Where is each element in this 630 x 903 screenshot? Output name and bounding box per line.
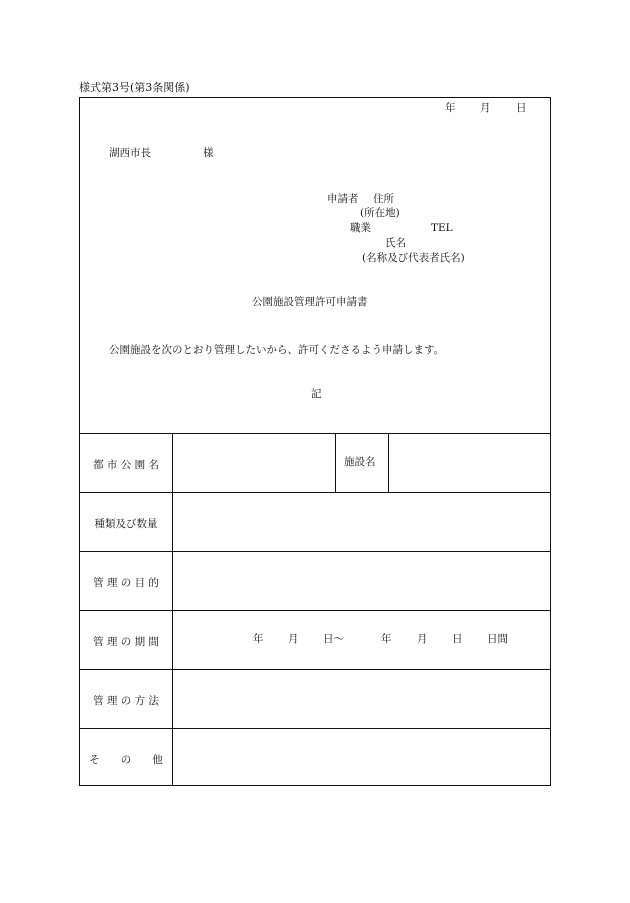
- method-field[interactable]: [173, 670, 550, 728]
- purpose-field[interactable]: [173, 552, 550, 610]
- location-label: (所在地): [360, 207, 400, 219]
- method-label: 管 理 の 方 法: [93, 695, 159, 707]
- period-days: 日間: [487, 633, 508, 645]
- applicant-label: 申請者: [327, 193, 359, 205]
- date-year-label: 年: [445, 102, 456, 114]
- period-month-start: 月: [288, 633, 299, 645]
- park-name-field[interactable]: [173, 434, 334, 492]
- period-month-end: 月: [417, 633, 428, 645]
- period-day-end: 日: [452, 633, 463, 645]
- document-title: 公園施設管理許可申請書: [252, 296, 368, 308]
- ki-heading: 記: [311, 388, 322, 400]
- application-form: [79, 97, 551, 786]
- period-label: 管 理 の 期 間: [93, 636, 159, 648]
- purpose-label: 管 理 の 目 的: [93, 577, 159, 589]
- other-field[interactable]: [173, 729, 550, 785]
- addressee-name: 湖西市長: [109, 147, 151, 159]
- type-quantity-field[interactable]: [173, 493, 550, 551]
- tel-label: TEL: [431, 222, 453, 234]
- period-field[interactable]: [173, 611, 550, 669]
- name-note: (名称及び代表者氏名): [362, 252, 465, 264]
- other-label: そ の 他: [89, 754, 163, 766]
- facility-name-field[interactable]: [389, 434, 550, 492]
- occupation-label: 職業: [350, 222, 371, 234]
- facility-name-label: 施設名: [344, 456, 376, 468]
- address-label: 住所: [373, 193, 394, 205]
- application-statement: 公園施設を次のとおり管理したいから、許可くださるよう申請します。: [109, 344, 445, 356]
- period-year-end: 年: [381, 633, 392, 645]
- addressee-honorific: 様: [203, 147, 214, 159]
- period-day-start: 日～: [323, 633, 344, 645]
- name-label: 氏名: [385, 237, 406, 249]
- form-number-label: 様式第3号(第3条関係): [79, 81, 190, 94]
- date-month-label: 月: [480, 102, 491, 114]
- type-quantity-label: 種類及び数量: [94, 518, 158, 530]
- facility-column-divider: [335, 433, 336, 492]
- period-year-start: 年: [253, 633, 264, 645]
- park-name-label: 都 市 公 園 名: [93, 459, 159, 471]
- date-day-label: 日: [516, 102, 527, 114]
